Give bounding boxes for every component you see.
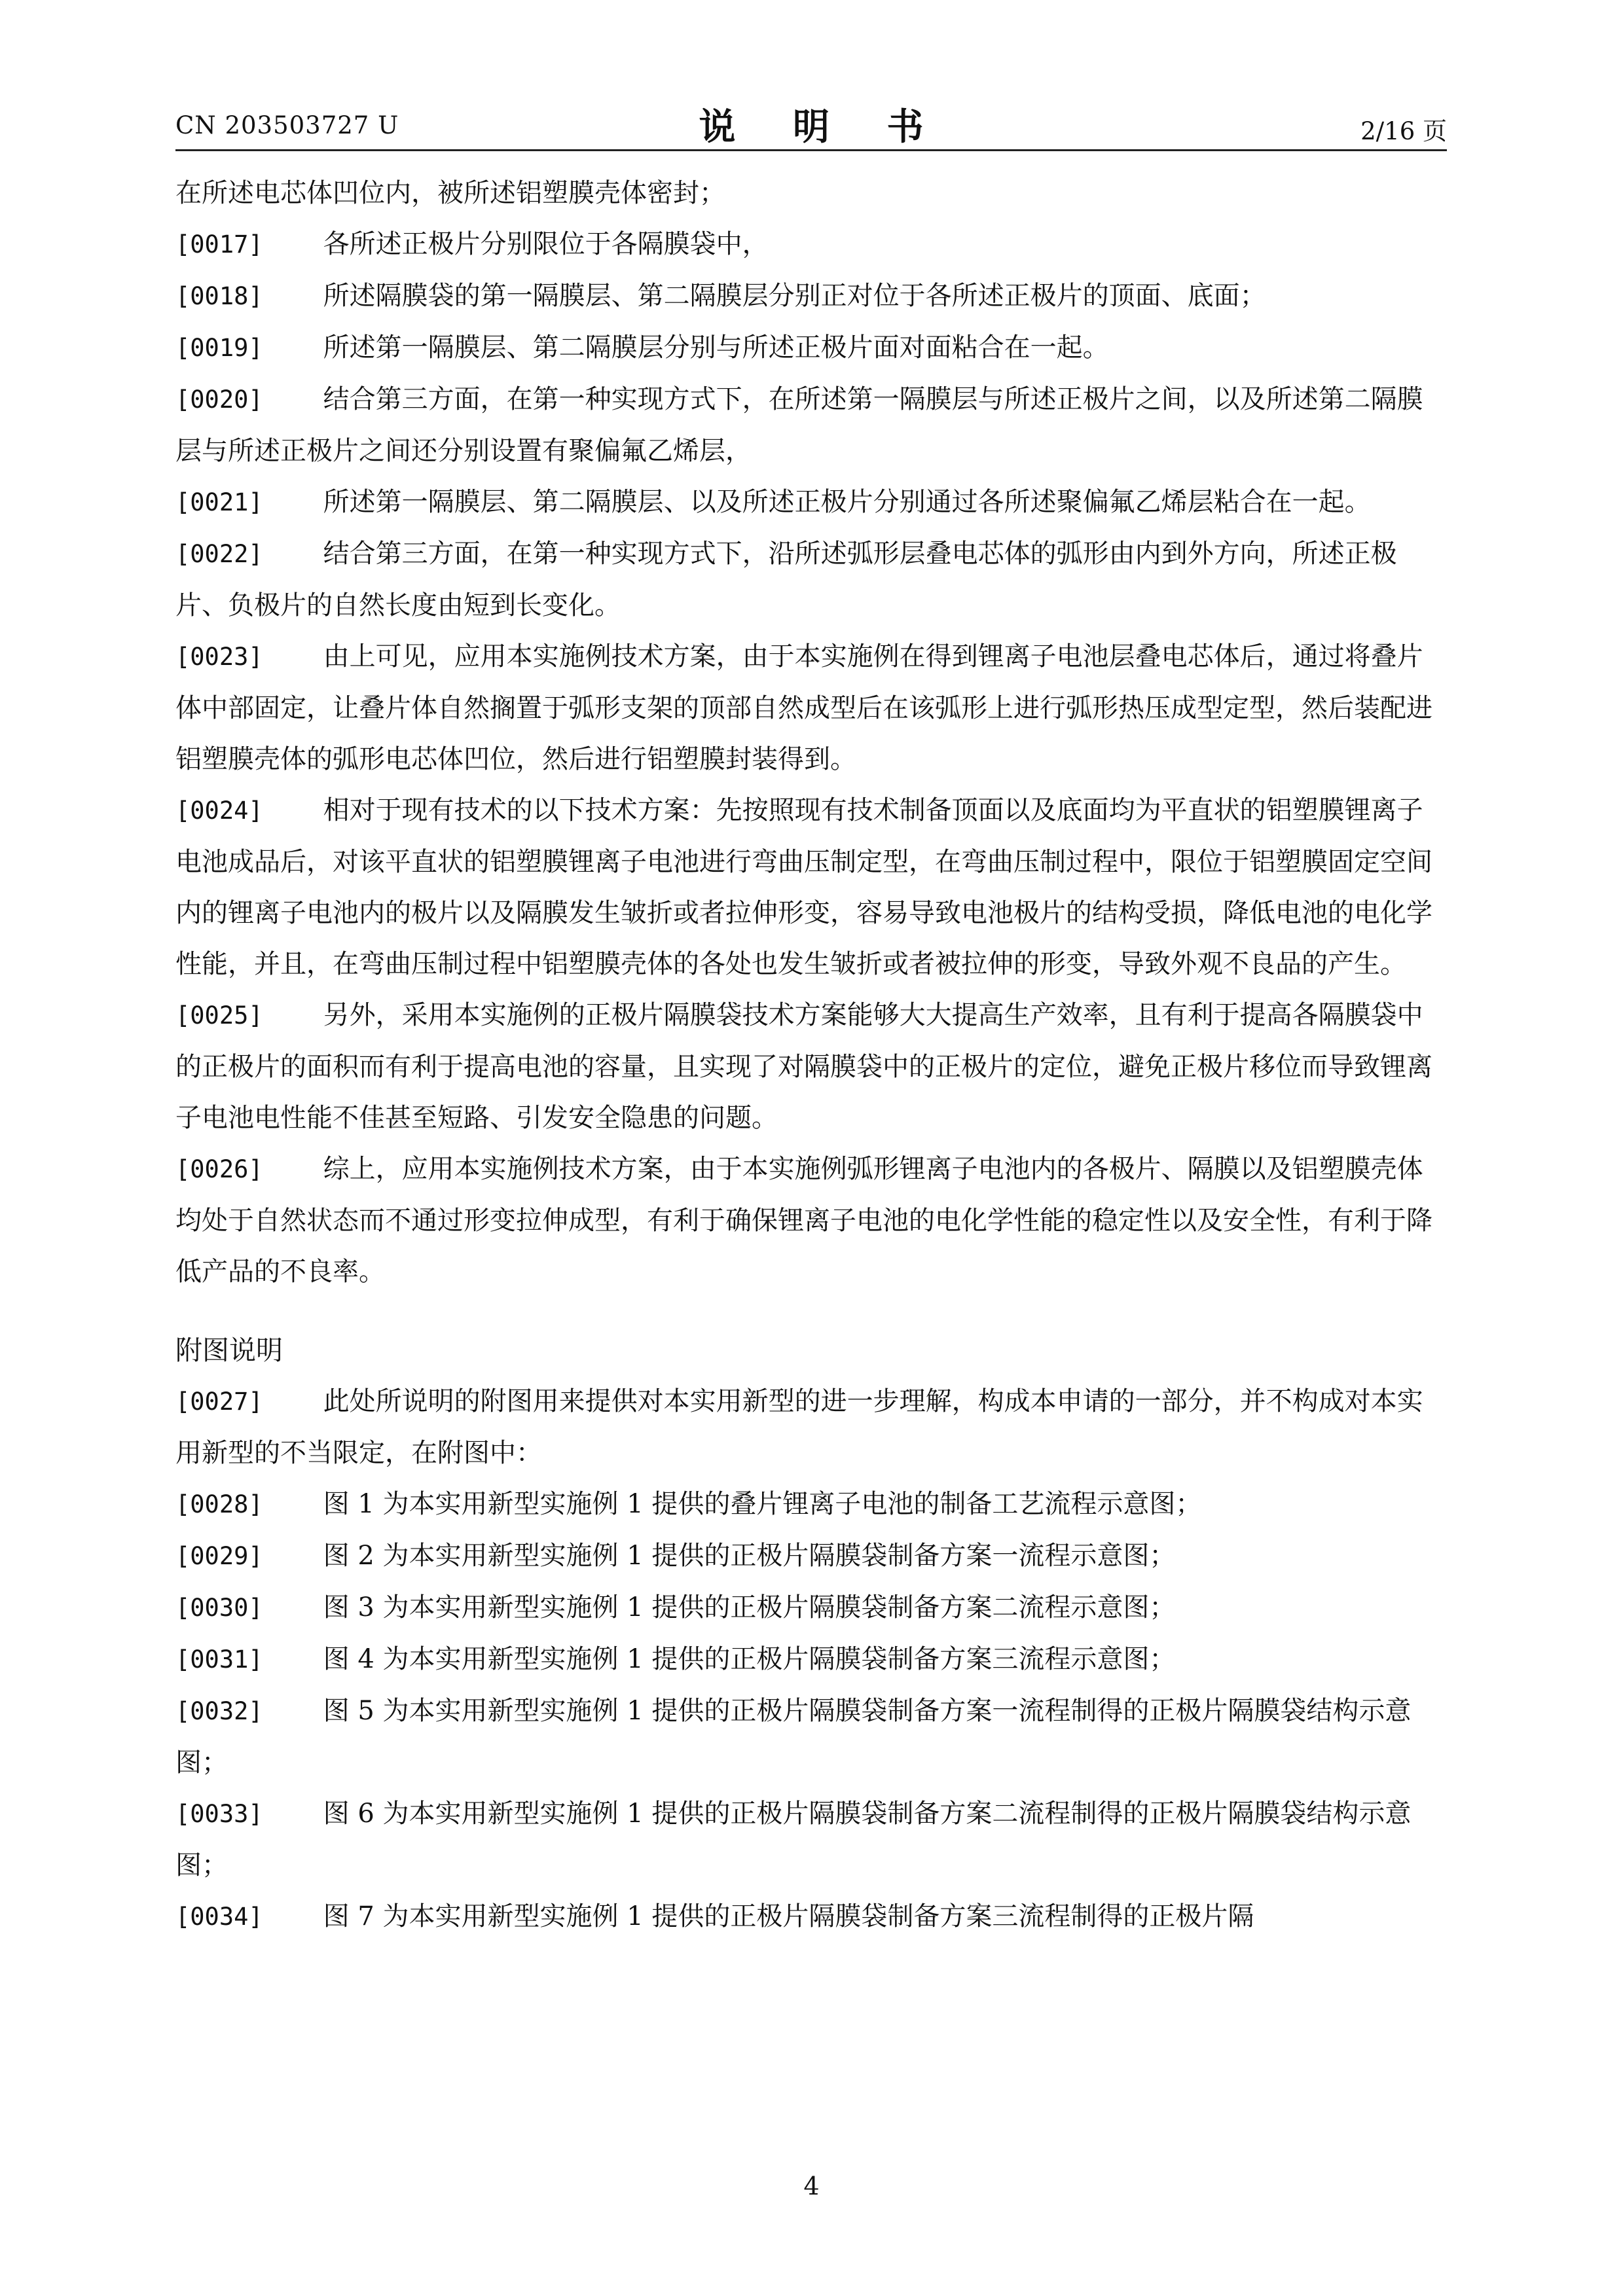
paragraph bbox=[175, 1788, 1447, 1891]
paragraph bbox=[175, 1685, 1447, 1788]
paragraph bbox=[175, 990, 1447, 1143]
paragraph bbox=[175, 1891, 1447, 1943]
paragraph-number: [0019] bbox=[175, 334, 263, 362]
paragraph-number: [0032] bbox=[175, 1697, 263, 1725]
paragraph-number: [0028] bbox=[175, 1490, 263, 1518]
paragraph bbox=[175, 528, 1447, 631]
paragraph bbox=[175, 1376, 1447, 1479]
paragraph bbox=[175, 1530, 1447, 1582]
paragraph bbox=[175, 1582, 1447, 1634]
paragraph-text: 综上，应用本实施例技术方案，由于本实施例弧形锂离子电池内的各极片、隔膜以及铝塑膜壳体均处于自然状态而不通过形变拉伸成型，有利于确保锂离子电池的电化学性能的稳定性以及安全性，有利于降低产品的不良率。 bbox=[175, 1154, 1432, 1287]
paragraph bbox=[175, 219, 1447, 270]
page-indicator: 2/16 页 bbox=[1360, 117, 1447, 145]
paragraph-text: 所述隔膜袋的第一隔膜层、第二隔膜层分别正对位于各所述正极片的顶面、底面； bbox=[323, 281, 1266, 311]
paragraph-text: 所述第一隔膜层、第二隔膜层、以及所述正极片分别通过各所述聚偏氟乙烯层粘合在一起。 bbox=[323, 487, 1371, 517]
paragraph bbox=[175, 1143, 1447, 1297]
paragraph bbox=[175, 1479, 1447, 1530]
page-header bbox=[175, 98, 1447, 149]
paragraph-text: 由上可见，应用本实施例技术方案，由于本实施例在得到锂离子电池层叠电芯体后，通过将叠片体中部固定，让叠片体自然搁置于弧形支架的顶部自然成型后在该弧形上进行弧形热压成型定型，然后装配进铝塑膜壳体的弧形电芯体凹位，然后进行铝塑膜封装得到。 bbox=[175, 641, 1432, 774]
paragraph bbox=[175, 631, 1447, 785]
paragraph-text: 图 5 为本实用新型实施例 1 提供的正极片隔膜袋制备方案一流程制得的正极片隔膜袋结构示意图； bbox=[175, 1696, 1412, 1778]
paragraph-text: 各所述正极片分别限位于各隔膜袋中， bbox=[323, 229, 769, 259]
paragraph-number: [0029] bbox=[175, 1542, 263, 1570]
paragraph bbox=[175, 476, 1447, 528]
paragraph-list-2 bbox=[175, 1376, 1447, 1943]
patent-number: CN 203503727 U bbox=[175, 111, 399, 139]
paragraph-text: 所述第一隔膜层、第二隔膜层分别与所述正极片面对面粘合在一起。 bbox=[323, 332, 1109, 363]
paragraph-number: [0033] bbox=[175, 1800, 263, 1828]
paragraph-number: [0020] bbox=[175, 386, 263, 414]
continuation-line: 在所述电芯体凹位内，被所述铝塑膜壳体密封； bbox=[175, 178, 725, 208]
paragraph-number: [0025] bbox=[175, 1001, 263, 1030]
page-number: 4 bbox=[803, 2172, 820, 2200]
document-title: 说 明 书 bbox=[699, 105, 946, 149]
document-body bbox=[175, 168, 1447, 1943]
paragraph bbox=[175, 1634, 1447, 1685]
paragraph-text: 另外，采用本实施例的正极片隔膜袋技术方案能够大大提高生产效率，且有利于提高各隔膜袋中的正极片的面积而有利于提高电池的容量，且实现了对隔膜袋中的正极片的定位，避免正极片移位而导致锂离子电池电性能不佳甚至短路、引发安全隐患的问题。 bbox=[175, 1000, 1432, 1133]
paragraph-text: 图 4 为本实用新型实施例 1 提供的正极片隔膜袋制备方案三流程示意图； bbox=[323, 1644, 1176, 1674]
paragraph-number: [0022] bbox=[175, 540, 263, 568]
paragraph-text: 结合第三方面，在第一种实现方式下，在所述第一隔膜层与所述正极片之间，以及所述第二隔膜层与所述正极片之间还分别设置有聚偏氟乙烯层， bbox=[175, 384, 1423, 466]
paragraph-number: [0017] bbox=[175, 230, 263, 259]
paragraph-number: [0023] bbox=[175, 643, 263, 671]
paragraph-number: [0034] bbox=[175, 1903, 263, 1931]
paragraph-text: 图 7 为本实用新型实施例 1 提供的正极片隔膜袋制备方案三流程制得的正极片隔 bbox=[323, 1901, 1254, 1931]
paragraph-text: 图 1 为本实用新型实施例 1 提供的叠片锂离子电池的制备工艺流程示意图； bbox=[323, 1489, 1202, 1519]
paragraph-number: [0027] bbox=[175, 1388, 263, 1416]
paragraph bbox=[175, 322, 1447, 374]
paragraph bbox=[175, 785, 1447, 990]
paragraph bbox=[175, 374, 1447, 476]
paragraph-number: [0026] bbox=[175, 1155, 263, 1183]
paragraph-number: [0030] bbox=[175, 1594, 263, 1622]
paragraph-number: [0024] bbox=[175, 797, 263, 825]
paragraph-text: 结合第三方面，在第一种实现方式下，沿所述弧形层叠电芯体的弧形由内到外方向，所述正极片、负极片的自然长度由短到长变化。 bbox=[175, 539, 1397, 620]
paragraph-number: [0021] bbox=[175, 488, 263, 516]
paragraph-number: [0031] bbox=[175, 1645, 263, 1674]
paragraph-text: 图 6 为本实用新型实施例 1 提供的正极片隔膜袋制备方案二流程制得的正极片隔膜袋结构示意图； bbox=[175, 1799, 1412, 1880]
paragraph-number: [0018] bbox=[175, 282, 263, 310]
paragraph-text: 图 2 为本实用新型实施例 1 提供的正极片隔膜袋制备方案一流程示意图； bbox=[323, 1541, 1176, 1571]
paragraph bbox=[175, 270, 1447, 322]
section-heading: 附图说明 bbox=[175, 1335, 283, 1366]
paragraph-text: 此处所说明的附图用来提供对本实用新型的进一步理解，构成本申请的一部分，并不构成对本实用新型的不当限定，在附图中： bbox=[175, 1386, 1423, 1468]
paragraph-text: 相对于现有技术的以下技术方案：先按照现有技术制备顶面以及底面均为平直状的铝塑膜锂离子电池成品后，对该平直状的铝塑膜锂离子电池进行弯曲压制定型，在弯曲压制过程中，限位于铝塑膜固定空间内的锂离子电池内的极片以及隔膜发生皱折或者拉伸形变，容易导致电池极片的结构受损，降低电池的电化学性能，并且，在弯曲压制过程中铝塑膜壳体的各处也发生皱折或者被拉伸的形变，导致外观不良品的产生。 bbox=[175, 795, 1432, 979]
paragraph-list-1 bbox=[175, 219, 1447, 1297]
header-divider bbox=[175, 149, 1447, 151]
paragraph-text: 图 3 为本实用新型实施例 1 提供的正极片隔膜袋制备方案二流程示意图； bbox=[323, 1592, 1176, 1623]
